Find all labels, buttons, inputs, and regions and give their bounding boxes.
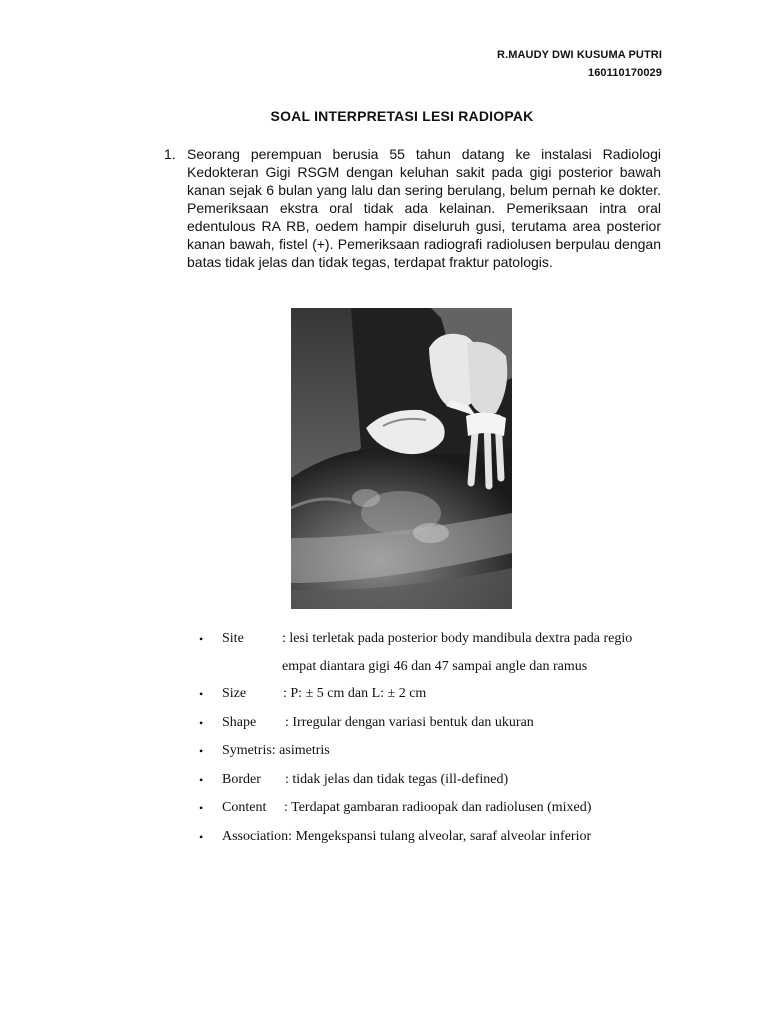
question-1 <box>164 145 661 271</box>
finding-association <box>199 826 719 855</box>
author-name: R.MAUDY DWI KUSUMA PUTRI <box>497 49 662 61</box>
bullet-icon: • <box>199 687 204 701</box>
finding-label: Size <box>222 686 247 701</box>
finding-label: Shape <box>222 714 257 730</box>
bullet-icon: • <box>199 744 204 758</box>
finding-value-continued: empat diantara gigi 46 dan 47 sampai angle dan ramus <box>282 659 588 674</box>
finding-value: : Terdapat gambaran radioopak dan radiolusen (mixed) <box>284 800 592 815</box>
bullet-icon: • <box>199 715 204 730</box>
finding-label: Border <box>222 771 261 787</box>
finding-text: Symetris: asimetris <box>222 743 330 758</box>
finding-border <box>199 769 719 798</box>
question-number: 1. <box>164 146 176 162</box>
page-title: SOAL INTERPRETASI LESI RADIOPAK <box>270 108 534 124</box>
author-id: 160110170029 <box>587 67 662 79</box>
finding-value: : Irregular dengan variasi bentuk dan ukuran <box>285 714 534 730</box>
bullet-icon: • <box>199 801 204 815</box>
author-block <box>497 46 662 82</box>
question-text: Seorang perempuan berusia 55 tahun datang ke instalasi Radiologi Kedokteran Gigi RSGM dengan keluhan sakit pada gigi posterior bawah kanan sejak 6 bulan yang lalu dan sering berulang, belum pernah ke dokter. Pemeriksaan ekstra oral tidak ada kelainan. Pemeriksaan intra oral edentulous RA RB, oedem hampir diseluruh gusi, terutama area posterior kanan bawah, fistel (+). Pemeriksaan radiografi radiolusen berpulau dengan batas tidak jelas dan tidak tegas, terdapat fraktur patologis. <box>187 146 661 270</box>
finding-value: : P: ± 5 cm dan L: ± 2 cm <box>283 686 427 701</box>
finding-site <box>199 628 719 683</box>
finding-symmetry <box>199 740 719 769</box>
bullet-icon: • <box>199 632 204 646</box>
radiograph-illustration <box>291 308 512 609</box>
finding-value: : lesi terletak pada posterior body mandibula dextra pada regio <box>282 631 633 646</box>
finding-text: Association: Mengekspansi tulang alveolar, saraf alveolar inferior <box>222 828 592 844</box>
finding-label: Site <box>222 631 244 646</box>
finding-size <box>199 683 719 712</box>
finding-value: : tidak jelas dan tidak tegas (ill-defined) <box>285 771 509 787</box>
radiograph-image <box>291 308 512 609</box>
bullet-icon: • <box>199 772 204 787</box>
bullet-icon: • <box>199 829 204 844</box>
finding-content <box>199 797 719 826</box>
finding-label: Content <box>222 800 267 815</box>
finding-shape <box>199 712 719 741</box>
findings-list <box>199 628 719 854</box>
